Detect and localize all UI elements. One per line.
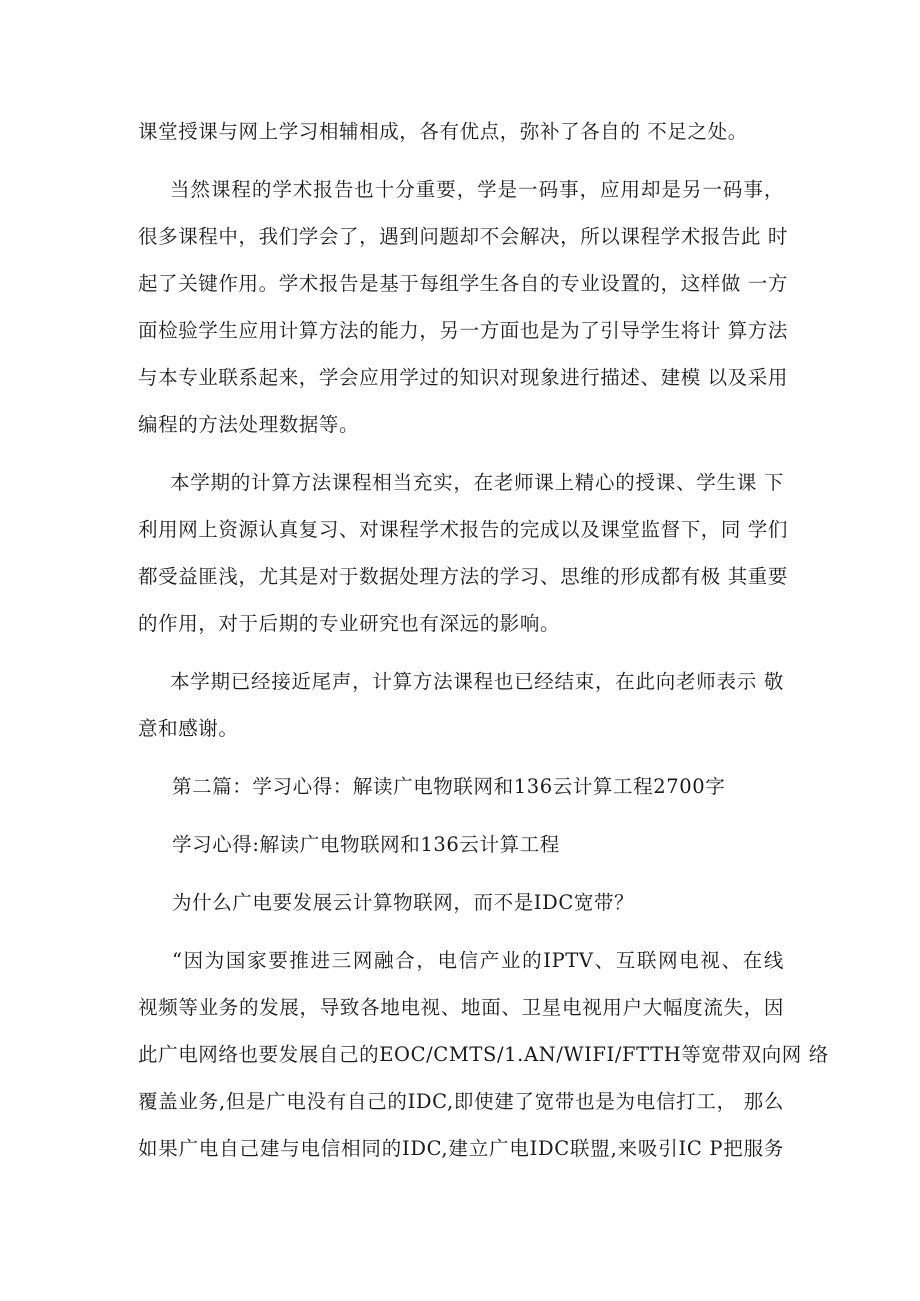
section-heading: 第二篇：学习心得：解读广电物联网和136云计算工程2700字 (172, 775, 726, 798)
text-line: 很多课程中，我们学会了，遇到问题却不会解决，所以课程学术报告此 时 (138, 225, 788, 248)
subtitle: 学习心得:解读广电物联网和136云计算工程 (172, 833, 560, 856)
text-line: 视频等业务的发展，导致各地电视、地面、卫星电视用户大幅度流失，因 (138, 996, 784, 1019)
text-line: 课堂授课与网上学习相辅相成，各有优点，弥补了各自的 不足之处。 (138, 120, 748, 143)
text-line: 都受益匪浅，尤其是对于数据处理方法的学习、思维的形成都有极 其重要 (138, 565, 788, 588)
text-line: 如果广电自己建与电信相同的IDC,建立广电IDC联盟,来吸引IC P把服务 (138, 1137, 784, 1160)
text-line: 覆盖业务,但是广电没有自己的IDC,即使建了宽带也是为电信打工， 那么 (138, 1090, 784, 1113)
text-line: 本学期已经接近尾声，计算方法课程也已经结束，在此向老师表示 敬 (170, 670, 784, 693)
text-line: 与本专业联系起来，学会应用学过的知识对现象进行描述、建模 以及采用 (138, 366, 788, 389)
text-line: 当然课程的学术报告也十分重要，学是一码事，应用却是另一码事， (170, 178, 784, 201)
text-line: 此广电网络也要发展自己的EOC/CMTS/1.AN/WIFI/FTTH等宽带双向网 络 (138, 1043, 829, 1066)
text-line: “因为国家要推进三网融合，电信产业的IPTV、互联网电视、在线 (172, 949, 784, 972)
text-line: 的作用，对于后期的专业研究也有深远的影响。 (138, 612, 561, 635)
text-line: 本学期的计算方法课程相当充实，在老师课上精心的授课、学生课 下 (170, 471, 784, 494)
text-line: 意和感谢。 (138, 717, 239, 740)
text-line: 面检验学生应用计算方法的能力，另一方面也是为了引导学生将计 算方法 (138, 319, 788, 342)
text-line: 利用网上资源认真复习、对课程学术报告的完成以及课堂监督下，同 学们 (138, 518, 788, 541)
text-line: 为什么广电要发展云计算物联网，而不是IDC宽带？ (172, 891, 635, 914)
text-line: 编程的方法处理数据等。 (138, 413, 360, 436)
text-line: 起了关键作用。学术报告是基于每组学生各自的专业设置的，这样做 一方 (138, 272, 788, 295)
